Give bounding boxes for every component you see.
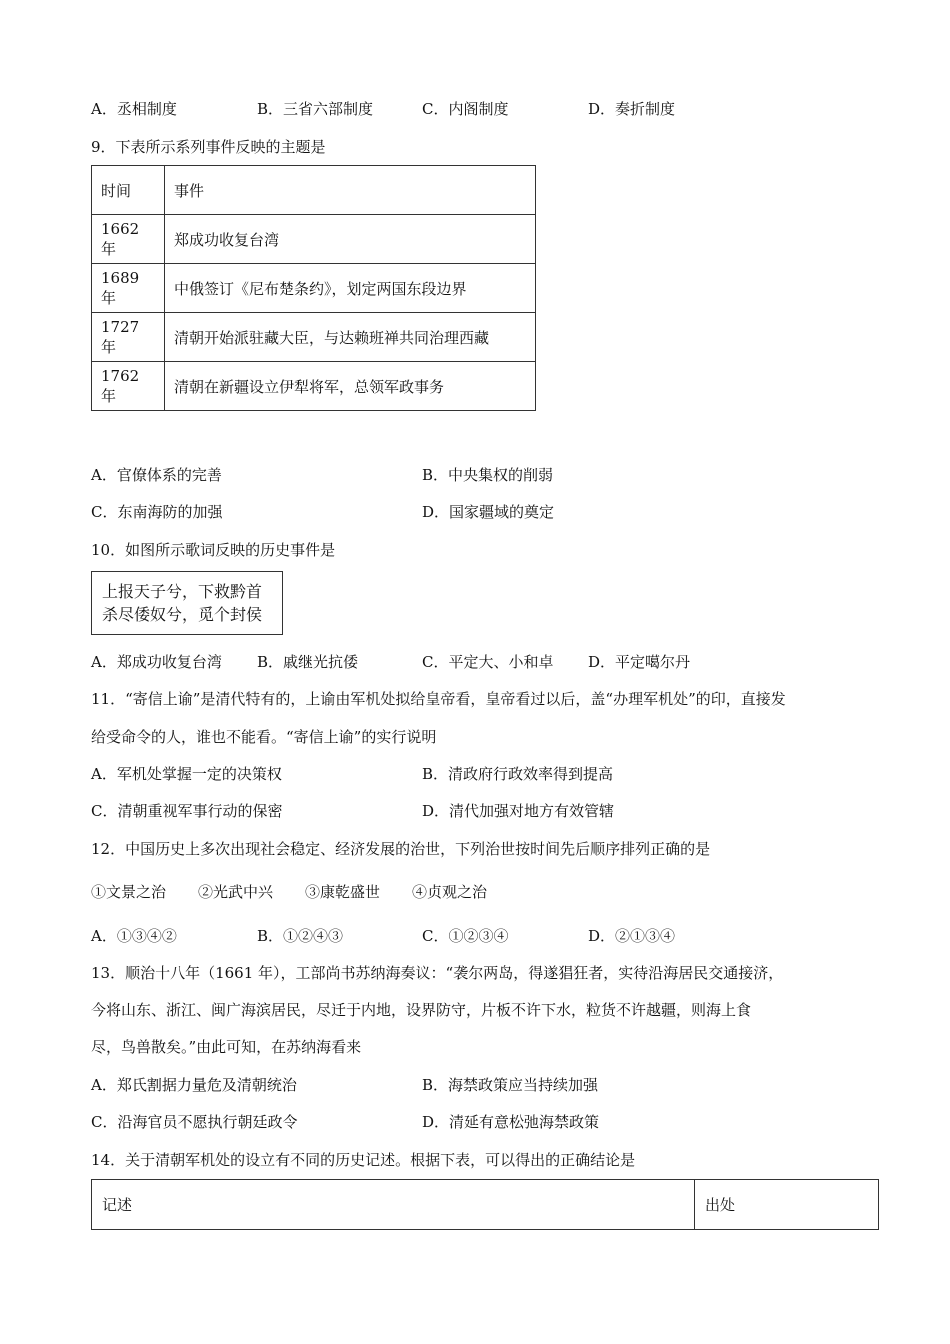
- q14-records-table: [91, 1179, 879, 1230]
- q12-item-1: ①文景之治: [91, 883, 167, 901]
- q9-option-a: A．官僚体系的完善: [91, 466, 222, 484]
- q8-option-b: B．三省六部制度: [257, 100, 374, 118]
- q9-events-table: [91, 165, 536, 411]
- table-cell-year: 1662 年: [92, 215, 165, 264]
- q12-option-d: D．②①③④: [588, 927, 676, 945]
- q12-stem: 12．中国历史上多次出现社会稳定、经济发展的治世，下列治世按时间先后顺序排列正确的是: [91, 840, 711, 858]
- q9-option-b: B．中央集权的削弱: [422, 466, 554, 484]
- table-cell-year: 1762 年: [92, 362, 165, 411]
- q13-stem-line3: 尽，鸟兽散矣。”由此可知，在苏纳海看来: [91, 1038, 362, 1056]
- q10-option-a: A．郑成功收复台湾: [91, 653, 222, 671]
- q10-option-b: B．戚继光抗倭: [257, 653, 359, 671]
- q11-stem-line2: 给受命令的人，谁也不能看。“寄信上谕”的实行说明: [91, 728, 437, 746]
- q10-option-c: C．平定大、小和卓: [422, 653, 554, 671]
- table-cell-event: 中俄签订《尼布楚条约》，划定两国东段边界: [165, 264, 536, 313]
- q13-option-d: D．清延有意松弛海禁政策: [422, 1113, 600, 1131]
- lyric-line: 杀尽倭奴兮，觅个封侯: [102, 605, 263, 624]
- q13-option-a: A．郑氏割据力量危及清朝统治: [91, 1076, 297, 1094]
- q11-option-d: D．清代加强对地方有效管辖: [422, 802, 615, 820]
- table-row: [92, 166, 536, 215]
- table-row: [92, 313, 536, 362]
- q10-option-d: D．平定噶尔丹: [588, 653, 691, 671]
- q13-stem-line2: 今将山东、浙江、闽广海滨居民，尽迁于内地，设界防守，片板不许下水，粒货不许越疆，则海上食: [91, 1001, 752, 1019]
- table-cell-event: 清朝在新疆设立伊犁将军，总领军政事务: [165, 362, 536, 411]
- q8-option-a: A．丞相制度: [91, 100, 177, 118]
- table-row: [92, 215, 536, 264]
- q11-option-c: C．清朝重视军事行动的保密: [91, 802, 283, 820]
- q9-option-d: D．国家疆域的奠定: [422, 503, 555, 521]
- table-cell-year: 1689 年: [92, 264, 165, 313]
- q8-option-c: C．内阁制度: [422, 100, 509, 118]
- table-header-cell: 出处: [695, 1180, 879, 1230]
- q12-option-a: A．①③④②: [91, 927, 177, 945]
- table-row: [92, 362, 536, 411]
- q12-item-3: ③康乾盛世: [305, 883, 381, 901]
- q11-stem-line1: 11．“寄信上谕”是清代特有的，上谕由军机处拟给皇帝看，皇帝看过以后，盖“办理军机处”的印，直接发: [91, 690, 786, 708]
- q9-option-c: C．东南海防的加强: [91, 503, 223, 521]
- q8-option-d: D．奏折制度: [588, 100, 676, 118]
- q14-stem: 14．关于清朝军机处的设立有不同的历史记述。根据下表，可以得出的正确结论是: [91, 1151, 636, 1169]
- table-header-cell: 记述: [92, 1180, 695, 1230]
- q10-lyrics-box: [91, 571, 283, 635]
- q9-stem: 9．下表所示系列事件反映的主题是: [91, 138, 326, 156]
- q12-option-b: B．①②④③: [257, 927, 344, 945]
- lyric-line: 上报天子兮，下救黔首: [102, 582, 263, 601]
- table-cell-event: 郑成功收复台湾: [165, 215, 536, 264]
- q13-option-b: B．海禁政策应当持续加强: [422, 1076, 599, 1094]
- q10-stem: 10．如图所示歌词反映的历史事件是: [91, 541, 336, 559]
- q11-option-a: A．军机处掌握一定的决策权: [91, 765, 282, 783]
- table-header-cell: 事件: [165, 166, 536, 215]
- q13-option-c: C．沿海官员不愿执行朝廷政令: [91, 1113, 298, 1131]
- q11-option-b: B．清政府行政效率得到提高: [422, 765, 614, 783]
- q12-item-4: ④贞观之治: [412, 883, 488, 901]
- table-header-cell: 时间: [92, 166, 165, 215]
- table-row: [92, 264, 536, 313]
- table-row: [92, 1180, 879, 1230]
- table-cell-event: 清朝开始派驻藏大臣，与达赖班禅共同治理西藏: [165, 313, 536, 362]
- q13-stem-line1: 13．顺治十八年（1661 年），工部尚书苏纳海奏议：“袭尔两岛，得遂猖狂者，实待沿海居民交通接济，: [91, 964, 784, 982]
- table-cell-year: 1727 年: [92, 313, 165, 362]
- q12-option-c: C．①②③④: [422, 927, 509, 945]
- q12-item-2: ②光武中兴: [198, 883, 274, 901]
